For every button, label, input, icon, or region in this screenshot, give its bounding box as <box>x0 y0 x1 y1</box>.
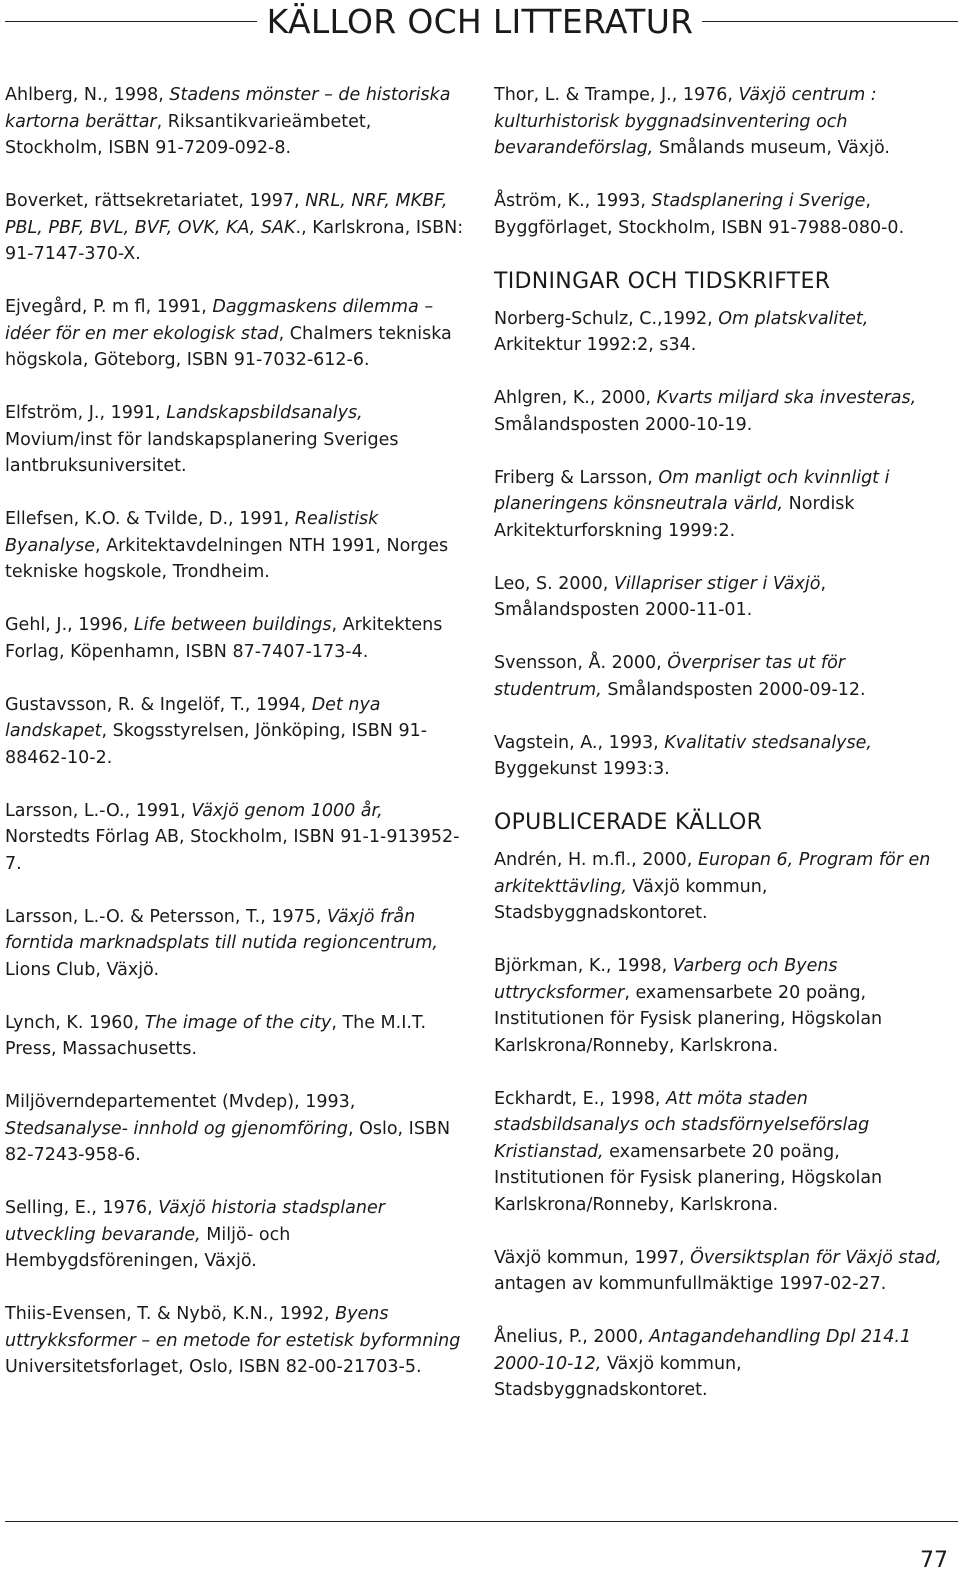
reference-text: Movium/inst för landskapsplanering Sveriges lantbruksuniversitet. <box>5 429 399 476</box>
reference-text: Svensson, Å. 2000, <box>494 653 668 673</box>
reference-entry <box>494 953 952 1059</box>
reference-title: Europan 6, Program för en arkitekttävling, <box>494 850 931 897</box>
reference-text: , The M.I.T. Press, Massachusetts. <box>5 1012 427 1059</box>
reference-entry <box>5 904 465 984</box>
reference-text: Thiis-Evensen, T. & Nybö, K.N., 1992, <box>5 1304 336 1324</box>
reference-entry <box>5 294 465 374</box>
right-column <box>494 82 952 1430</box>
reference-text: Larsson, L.-O., 1991, <box>5 800 192 821</box>
reference-entry <box>5 188 465 268</box>
reference-title: Det nya landskapet <box>5 694 381 741</box>
reference-text: Larsson, L.-O. & Petersson, T., 1975, <box>5 906 327 927</box>
reference-text: Norstedts Förlag AB, Stockholm, ISBN 91-1-913952-7. <box>5 827 460 874</box>
reference-text: , Byggförlaget, Stockholm, ISBN 91-7988-080-0. <box>494 191 905 238</box>
reference-title: Daggmaskens dilemma – idéer för en mer ekologisk stad <box>5 297 434 344</box>
reference-title: Byens uttrykksformer – en metode for estetisk byformning <box>5 1304 461 1351</box>
reference-title: Översiktsplan för Växjö stad, <box>690 1247 942 1268</box>
reference-entry <box>494 1086 952 1219</box>
reference-entry <box>5 506 465 586</box>
reference-list-unpublished <box>494 847 952 1404</box>
reference-text: Leo, S. 2000, <box>494 573 614 594</box>
reference-entry <box>494 730 952 783</box>
reference-text: Byggekunst 1993:3. <box>494 759 670 779</box>
reference-title: Växjö genom 1000 år, <box>191 800 383 821</box>
reference-title: Kvarts miljard ska investeras, <box>656 388 917 408</box>
reference-text: Växjö kommun, Stadsbyggnadskontoret. <box>494 876 768 923</box>
reference-list-periodicals <box>494 306 952 783</box>
reference-entry <box>494 1245 952 1298</box>
reference-title: The image of the city <box>144 1012 332 1033</box>
reference-text: Andrén, H. m.fl., 2000, <box>494 850 698 870</box>
reference-text: Miljöverndepartementet (Mvdep), 1993, <box>5 1092 356 1112</box>
reference-text: , Arkitektavdelningen NTH 1991, Norges tekniske hogskole, Trondheim. <box>5 535 449 582</box>
reference-text: Friberg & Larsson, <box>494 467 659 488</box>
reference-entry <box>5 1089 465 1169</box>
reference-title: Kvalitativ stedsanalyse, <box>664 732 872 753</box>
reference-text: Universitetsforlaget, Oslo, ISBN 82-00-21703-5. <box>5 1357 422 1377</box>
header-rule-right <box>702 21 958 22</box>
reference-text: Selling, E., 1976, <box>5 1198 159 1218</box>
reference-text: Miljö- och Hembygdsföreningen, Växjö. <box>5 1224 291 1271</box>
reference-entry <box>494 1324 952 1404</box>
reference-entry <box>5 612 465 665</box>
reference-title: Landskapsbildsanalys, <box>166 403 363 423</box>
reference-text: Ejvegård, P. m fl, 1991, <box>5 297 213 317</box>
left-column <box>5 82 465 1407</box>
reference-title: Växjö centrum : kulturhistorisk byggnadsinventering och bevarandeförslag, <box>494 85 877 158</box>
reference-text: , Smålandsposten 2000-11-01. <box>494 573 827 620</box>
reference-entry <box>5 1010 465 1063</box>
reference-entry <box>494 571 952 624</box>
reference-title: Stadens mönster – de historiska kartorna berättar <box>5 85 451 132</box>
reference-text: , Oslo, ISBN 82-7243-958-6. <box>5 1118 451 1165</box>
reference-text: Eckhardt, E., 1998, <box>494 1088 667 1109</box>
reference-text: Björkman, K., 1998, <box>494 956 673 976</box>
reference-entry <box>5 1195 465 1275</box>
reference-text: Elfström, J., 1991, <box>5 403 167 423</box>
reference-title: Varberg och Byens uttrycksformer <box>494 956 838 1003</box>
reference-text: Ahlgren, K., 2000, <box>494 388 657 408</box>
reference-text: Gustavsson, R. & Ingelöf, T., 1994, <box>5 694 312 715</box>
reference-text: Ånelius, P., 2000, <box>494 1327 650 1347</box>
reference-list-books <box>5 82 465 1381</box>
reference-entry <box>5 1301 465 1381</box>
section-heading-tidningar: TIDNINGAR OCH TIDSKRIFTER <box>494 268 831 294</box>
reference-title: Växjö från forntida marknadsplats till nutida regioncentrum, <box>5 906 438 953</box>
reference-text: Lions Club, Växjö. <box>5 959 160 980</box>
reference-text: Gehl, J., 1996, <box>5 615 134 635</box>
footer-rule <box>5 1521 958 1522</box>
page-header <box>0 0 960 50</box>
reference-text: , Chalmers tekniska högskola, Göteborg, ISBN 91-7032-612-6. <box>5 323 452 370</box>
reference-title: Stedsanalyse- innhold og gjenomföring <box>5 1118 348 1139</box>
reference-text: , Arkitektens Forlag, Köpenhamn, ISBN 87-7407-173-4. <box>5 615 443 662</box>
header-rule-left <box>5 21 257 22</box>
page-number: 77 <box>920 1548 948 1573</box>
reference-title: Villapriser stiger i Växjö <box>613 573 821 594</box>
reference-entry <box>5 82 465 162</box>
reference-text: Thor, L. & Trampe, J., 1976, <box>494 85 739 105</box>
reference-title: Om manligt och kvinnligt i planeringens könsneutrala värld, <box>494 467 890 514</box>
reference-entry <box>494 82 952 162</box>
reference-title: Life between buildings <box>133 615 332 635</box>
reference-title: Realistisk Byanalyse <box>5 509 379 556</box>
reference-entry <box>5 798 465 878</box>
reference-text: , Skogsstyrelsen, Jönköping, ISBN 91-88462-10-2. <box>5 721 428 768</box>
reference-text: Smålandsposten 2000-09-12. <box>601 679 866 700</box>
reference-text: Smålandsposten 2000-10-19. <box>494 414 753 435</box>
reference-list-books-continued <box>494 82 952 241</box>
reference-text: Lynch, K. 1960, <box>5 1012 145 1033</box>
reference-text: Nordisk Arkitekturforskning 1999:2. <box>494 494 855 541</box>
reference-entry <box>494 188 952 241</box>
reference-text: antagen av kommunfullmäktige 1997-02-27. <box>494 1274 887 1294</box>
reference-text: , examensarbete 20 poäng, Institutionen för Fysisk planering, Högskolan Karlskrona/Ronneby, Karlskrona. <box>494 982 883 1056</box>
reference-text: Smålands museum, Växjö. <box>653 138 890 158</box>
page-title: KÄLLOR OCH LITTERATUR <box>266 2 694 41</box>
reference-entry <box>494 385 952 438</box>
reference-title: Om platskvalitet, <box>718 308 869 329</box>
reference-title: Växjö historia stadsplaner utveckling bevarande, <box>5 1198 385 1245</box>
reference-text: examensarbete 20 poäng, Institutionen för Fysisk planering, Högskolan Karlskrona/Ronneby, Karlskrona. <box>494 1141 883 1215</box>
reference-text: Vagstein, A., 1993, <box>494 732 665 753</box>
reference-entry <box>494 465 952 545</box>
reference-title: NRL, NRF, MKBF, PBL, PBF, BVL, BVF, OVK, KA, SAK <box>5 191 448 238</box>
reference-entry <box>5 692 465 772</box>
reference-text: Växjö kommun, Stadsbyggnadskontoret. <box>494 1353 742 1400</box>
reference-title: Antagandehandling Dpl 214.1 2000-10-12, <box>494 1327 912 1374</box>
reference-entry <box>5 400 465 480</box>
reference-entry <box>494 306 952 359</box>
reference-text: Ellefsen, K.O. & Tvilde, D., 1991, <box>5 509 295 529</box>
reference-entry <box>494 847 952 927</box>
reference-text: Växjö kommun, 1997, <box>494 1247 691 1268</box>
reference-text: Boverket, rättsekretariatet, 1997, <box>5 191 306 211</box>
reference-text: Arkitektur 1992:2, s34. <box>494 335 697 355</box>
reference-entry <box>494 650 952 703</box>
reference-text: Ahlberg, N., 1998, <box>5 85 170 105</box>
reference-title: Överpriser tas ut för studentrum, <box>494 653 845 700</box>
reference-title: Att möta staden stadsbildsanalys och stadsförnyelseförslag Kristianstad, <box>494 1088 870 1162</box>
reference-text: ., Karlskrona, ISBN: 91-7147-370-X. <box>5 217 464 264</box>
section-heading-opublicerade: OPUBLICERADE KÄLLOR <box>494 810 763 835</box>
reference-text: , Riksantikvarieämbetet, Stockholm, ISBN 91-7209-092-8. <box>5 111 372 158</box>
reference-title: Stadsplanering i Sverige <box>651 191 866 211</box>
reference-text: Åström, K., 1993, <box>494 191 652 211</box>
reference-text: Norberg-Schulz, C.,1992, <box>494 308 719 329</box>
